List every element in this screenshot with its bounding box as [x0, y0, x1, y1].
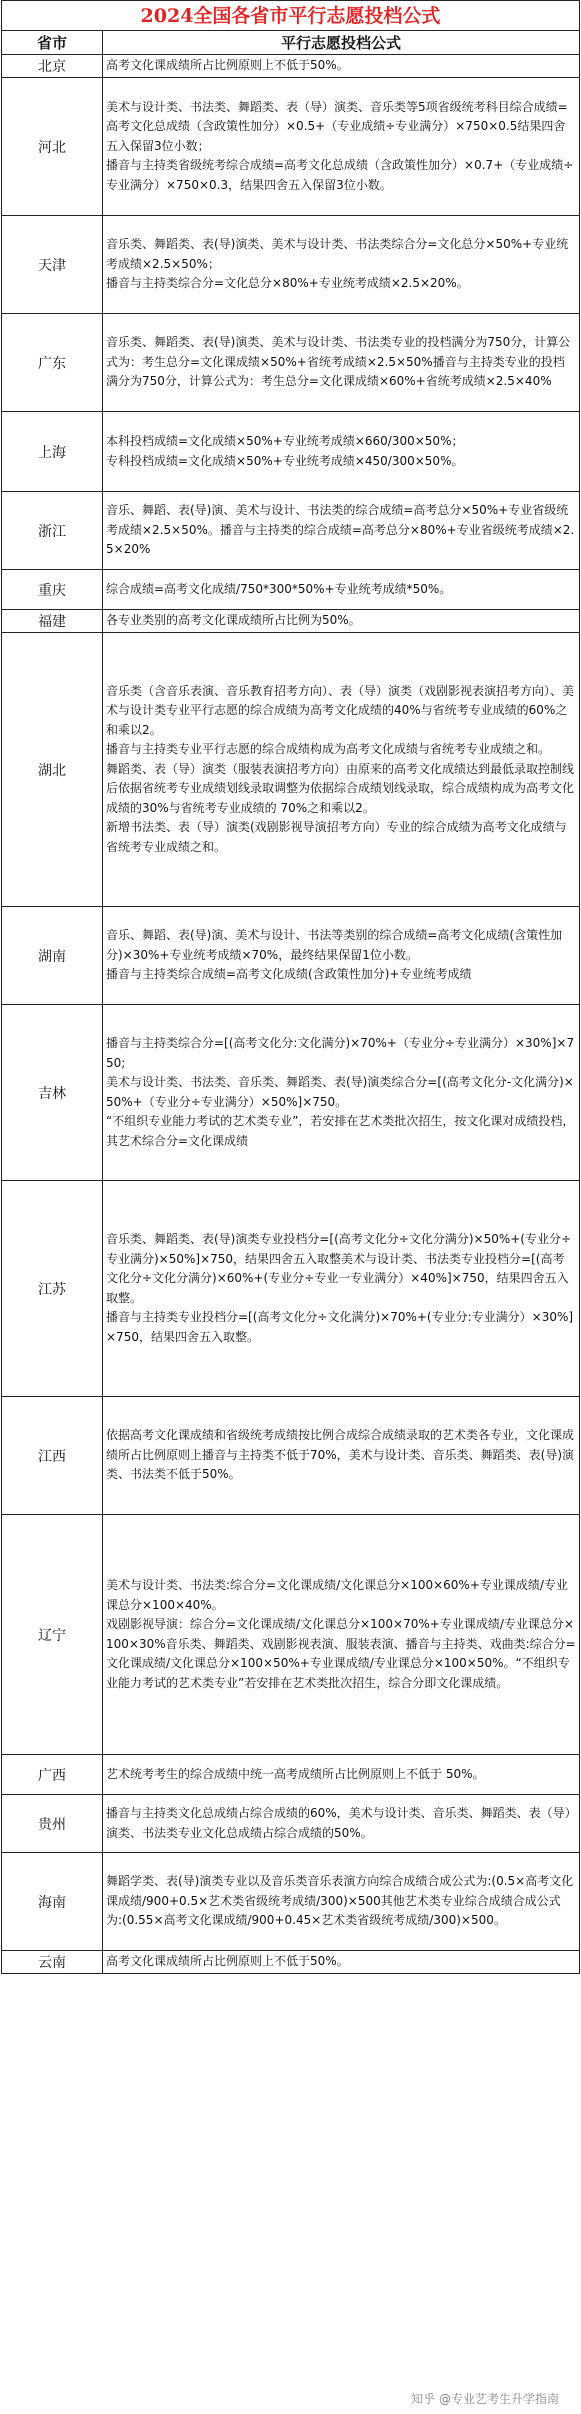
formula-line: 专科投档成绩=文化成绩×50%+专业统考成绩×450/300×50%。: [106, 453, 464, 468]
formula-cell: [103, 216, 580, 314]
formula-cell: [103, 1181, 580, 1397]
province-cell: 海南: [2, 1853, 103, 1951]
formula-cell: [103, 1005, 580, 1181]
formula-line: 美术与设计类、书法类、舞蹈类、表（导）演类、音乐类等5项省级统考科目综合成绩=高考文化总成绩（含政策性加分）×0.5+（专业成绩÷专业满分）×750×0.5结果四舍五入保留3位小数；: [106, 99, 568, 153]
formula-cell: [103, 78, 580, 216]
formula-line: 高考文化课成绩所占比例原则上不低于50%。: [106, 58, 349, 73]
province-cell: 吉林: [2, 1005, 103, 1181]
watermark: 知乎 @专业艺考生升学指南: [407, 2389, 563, 2408]
formula-cell: [103, 633, 580, 907]
formula-line: 播音与主持类综合成绩=高考文化成绩(含政策性加分)+专业统考成绩: [106, 967, 472, 982]
province-cell: 湖南: [2, 907, 103, 1005]
formula-line: 舞蹈类、表（导）演类（服装表演招考方向）由原来的高考文化成绩达到最低录取控制线后依据省统考专业成绩划线录取调整为依据综合成绩划线录取，综合成绩构成为高考文化成绩的30%与省统考专业成绩的 70%之和乘以2。: [106, 761, 575, 815]
table-row: [2, 1755, 580, 1795]
table-row: [2, 907, 580, 1005]
table-row: [2, 314, 580, 412]
formula-line: 综合成绩=高考文化成绩/750*300*50%+专业统考成绩*50%。: [106, 581, 452, 596]
formula-line: 戏剧影视导演：综合分=文化课成绩/文化课总分×100×70%+专业课成绩/专业课总分×100×30%音乐类、舞蹈类、戏剧影视表演、服装表演、播音与主持类、戏曲类:综合分=文化课成绩/文化课总分×100×50%+专业课成绩/专业课总分×100×50%。“不组织专业能力考试的艺术类专业”若安排在艺术类批次招生，综合分即文化课成绩。: [106, 1617, 576, 1690]
province-cell: 重庆: [2, 570, 103, 610]
formula-cell: [103, 1515, 580, 1755]
table-row: [2, 1515, 580, 1755]
formula-cell: [103, 314, 580, 412]
table-row: [2, 216, 580, 314]
formula-line: “不组织专业能力考试的艺术类专业”，若安排在艺术类批次招生，按文化课对成绩投档，其艺术综合分=文化课成绩: [106, 1114, 575, 1148]
formula-cell: [103, 412, 580, 492]
formula-cell: [103, 570, 580, 610]
page-title: 2024全国各省市平行志愿投档公式: [1, 0, 580, 30]
formula-line: 音乐类（含音乐表演、音乐教育招考方向）、表（导）演类（戏剧影视表演招考方向）、美术与设计类专业平行志愿的综合成绩为高考文化成绩的40%与省统考专业成绩的60%之和乘以2。: [106, 683, 575, 737]
formula-line: 播音与主持类专业投档分=[(高考文化分÷文化满分)×70%+(专业分:专业满分）×30%]×750，结果四舍五入取整。: [106, 1310, 574, 1344]
formula-line: 舞蹈学类、表(导)演类专业以及音乐类音乐表演方向综合成绩合成公式为:(0.5×高考文化课成绩/900+0.5×艺术类省级统考成绩/300)×500其他艺术类专业综合成绩合成公式为:(0.55×高考文化课成绩/900+0.45×艺术类省级统考成绩/300)×500。: [106, 1874, 574, 1928]
formula-line: 播音与主持类专业平行志愿的综合成绩构成为高考文化成绩与省统考专业成绩之和。: [106, 742, 551, 757]
province-cell: 上海: [2, 412, 103, 492]
province-cell: 云南: [2, 1951, 103, 1974]
table-row: [2, 1795, 580, 1853]
formula-cell: [103, 492, 580, 570]
header-formula: 平行志愿投档公式: [103, 31, 580, 55]
formula-line: 播音与主持类综合分=[(高考文化分:文化满分)×70%+（专业分÷专业满分）×30%]×750;: [106, 1036, 575, 1070]
formula-line: 新增书法类、表（导）演类(戏剧影视导演招考方向）专业的综合成绩为高考文化成绩与省统考专业成绩之和。: [106, 820, 567, 854]
formula-line: 美术与设计类、书法类、音乐类、舞蹈类、表(导)演类综合分=[(高考文化分-文化满分)×50%+（专业分÷专业满分）×50%]×750。: [106, 1075, 574, 1109]
table-row: [2, 55, 580, 78]
formula-cell: [103, 1853, 580, 1951]
formula-line: 音乐类、舞蹈类、表(导)演类、美术与设计类、书法类综合分=文化总分×50%+专业统考成绩×2.5×50%；: [106, 237, 569, 271]
formula-line: 艺术统考考生的综合成绩中统一高考成绩所占比例原则上不低于 50%。: [106, 1766, 485, 1781]
province-cell: 广西: [2, 1755, 103, 1795]
table-row: [2, 1181, 580, 1397]
province-cell: 浙江: [2, 492, 103, 570]
formula-line: 播音与主持类文化总成绩占综合成绩的60%，美术与设计类、音乐类、舞蹈类、表（导）演类、书法类专业文化总成绩占综合成绩的50%。: [106, 1806, 571, 1840]
table-row: [2, 1005, 580, 1181]
province-cell: 河北: [2, 78, 103, 216]
table-row: [2, 570, 580, 610]
formula-line: 美术与设计类、书法类:综合分=文化课成绩/文化课总分×100×60%+专业课成绩/专业课总分×100×40%。: [106, 1578, 568, 1612]
formula-cell: [103, 1951, 580, 1974]
formula-line: 播音与主持类综合分=文化总分×80%+专业统考成绩×2.5×20%。: [106, 276, 469, 291]
formula-table: [1, 30, 580, 1974]
formula-cell: [103, 1795, 580, 1853]
table-row: [2, 492, 580, 570]
table-row: [2, 412, 580, 492]
province-cell: 贵州: [2, 1795, 103, 1853]
table-header-row: [2, 31, 580, 55]
province-cell: 广东: [2, 314, 103, 412]
province-cell: 北京: [2, 55, 103, 78]
formula-line: 高考文化课成绩所占比例原则上不低于50%。: [106, 1954, 349, 1969]
table-row: [2, 78, 580, 216]
formula-line: 依据高考文化课成绩和省级统考成绩按比例合成综合成绩录取的艺术类各专业，文化课成绩所占比例原则上播音与主持类不低于70%，美术与设计类、音乐类、舞蹈类、表(导)演类、书法类不低于50%。: [106, 1428, 575, 1482]
formula-cell: [103, 1755, 580, 1795]
province-cell: 辽宁: [2, 1515, 103, 1755]
province-cell: 湖北: [2, 633, 103, 907]
formula-line: 音乐类、舞蹈类、表(导)演类、美术与设计类、书法类专业的投档满分为750分，计算公式为：考生总分=文化课成绩×50%+省统考成绩×2.5×50%播音与主持类专业的投档满分为750分，计算公式为：考生总分=文化课成绩×60%+省统考成绩×2.5×40%: [106, 335, 571, 389]
formula-line: 本科投档成绩=文化成绩×50%+专业统考成绩×660/300×50%；: [106, 434, 464, 448]
formula-line: 音乐类、舞蹈类、表(导)演类专业投档分=[(高考文化分÷文化分满分)×50%+(专业分÷专业满分)×50%]×750，结果四舍五入取整美术与设计类、书法类专业投档分=[(高考文化分÷文化分满分)×60%+(专业分÷专业一专业满分）×40%]×750，结果四舍五入取整。: [106, 1232, 572, 1305]
table-row: [2, 610, 580, 633]
formula-cell: [103, 610, 580, 633]
header-province: 省市: [2, 31, 103, 55]
table-row: [2, 1951, 580, 1974]
table-row: [2, 1853, 580, 1951]
formula-line: 各专业类别的高考文化课成绩所占比例为50%。: [106, 613, 361, 628]
formula-line: 播音与主持类省级统考综合成绩=高考文化总成绩（含政策性加分）×0.7+（专业成绩÷专业满分）×750×0.3，结果四舍五入保留3位小数。: [106, 158, 574, 192]
formula-line: 音乐、舞蹈、表(导)演、美术与设计、书法类的综合成绩=高考总分×50%+专业省级统考成绩×2.5×50%。播音与主持类的综合成绩=高考总分×80%+专业省级统考成绩×2.5×20%: [106, 503, 575, 557]
province-cell: 天津: [2, 216, 103, 314]
formula-cell: [103, 907, 580, 1005]
table-row: [2, 633, 580, 907]
table-row: [2, 1397, 580, 1515]
table-body: [2, 55, 580, 1974]
formula-line: 音乐、舞蹈、表(导)演、美术与设计、书法等类别的综合成绩=高考文化成绩(含策性加分)×30%+专业统考成绩×70%，最终结果保留1位小数。: [106, 928, 563, 962]
province-cell: 江苏: [2, 1181, 103, 1397]
province-cell: 福建: [2, 610, 103, 633]
province-cell: 江西: [2, 1397, 103, 1515]
formula-cell: [103, 1397, 580, 1515]
formula-cell: [103, 55, 580, 78]
